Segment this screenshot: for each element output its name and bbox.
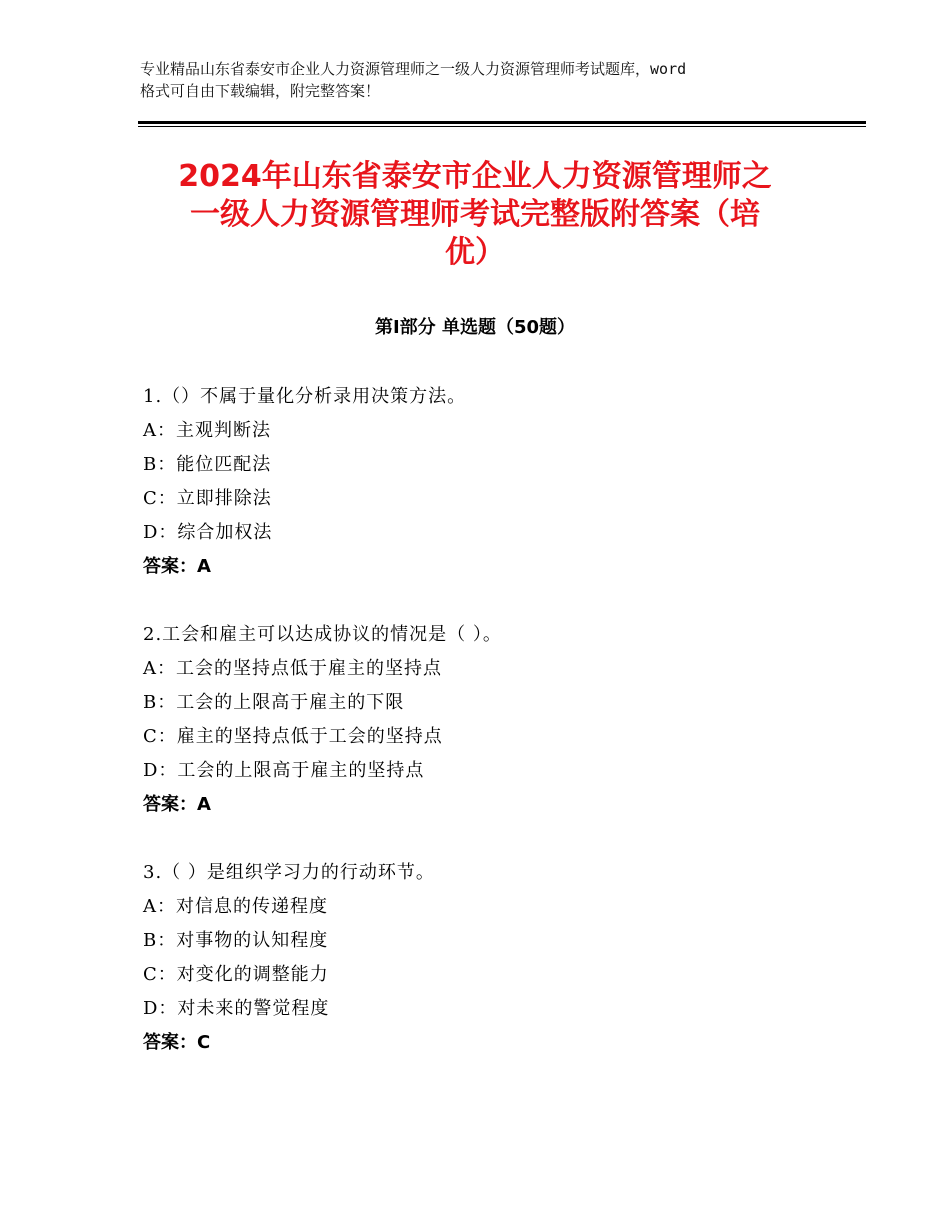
option-a: A：主观判断法 [143,420,271,441]
question-1 [143,380,843,584]
question-stem: 3.（ ）是组织学习力的行动环节。 [143,862,435,883]
option-d: D：综合加权法 [143,522,273,543]
question-stem: 2.工会和雇主可以达成协议的情况是（ ）。 [143,624,502,645]
option-c: C：雇主的坚持点低于工会的坚持点 [143,726,443,747]
option-d: D：工会的上限高于雇主的坚持点 [143,760,425,781]
option-c: C：对变化的调整能力 [143,964,329,985]
answer-line: 答案：A [143,794,211,815]
question-stem: 1.（）不属于量化分析录用决策方法。 [143,386,467,407]
title-line-3: 优） [445,235,505,270]
answer-line: 答案：A [143,556,211,577]
section-heading: 第Ⅰ部分 单选题（50题） [374,317,575,338]
header-note-line-1: 专业精品山东省泰安市企业人力资源管理师之一级人力资源管理师考试题库，word [140,60,687,78]
question-2 [143,618,843,822]
document-header-note [140,58,830,102]
option-a: A：对信息的传递程度 [143,896,328,917]
question-list [143,380,843,1094]
option-b: B：能位匹配法 [143,454,272,475]
option-a: A：工会的坚持点低于雇主的坚持点 [143,658,442,679]
option-b: B：对事物的认知程度 [143,930,329,951]
header-divider-thin [138,126,866,127]
document-title [120,158,830,272]
title-line-2: 一级人力资源管理师考试完整版附答案（培 [190,197,760,232]
option-b: B：工会的上限高于雇主的下限 [143,692,405,713]
option-d: D：对未来的警觉程度 [143,998,330,1019]
title-line-1: 2024年山东省泰安市企业人力资源管理师之 [178,159,772,194]
question-3 [143,856,843,1060]
header-divider-thick [138,121,866,124]
option-c: C：立即排除法 [143,488,272,509]
answer-line: 答案：C [143,1032,211,1053]
header-note-line-2: 格式可自由下载编辑，附完整答案！ [140,82,381,100]
